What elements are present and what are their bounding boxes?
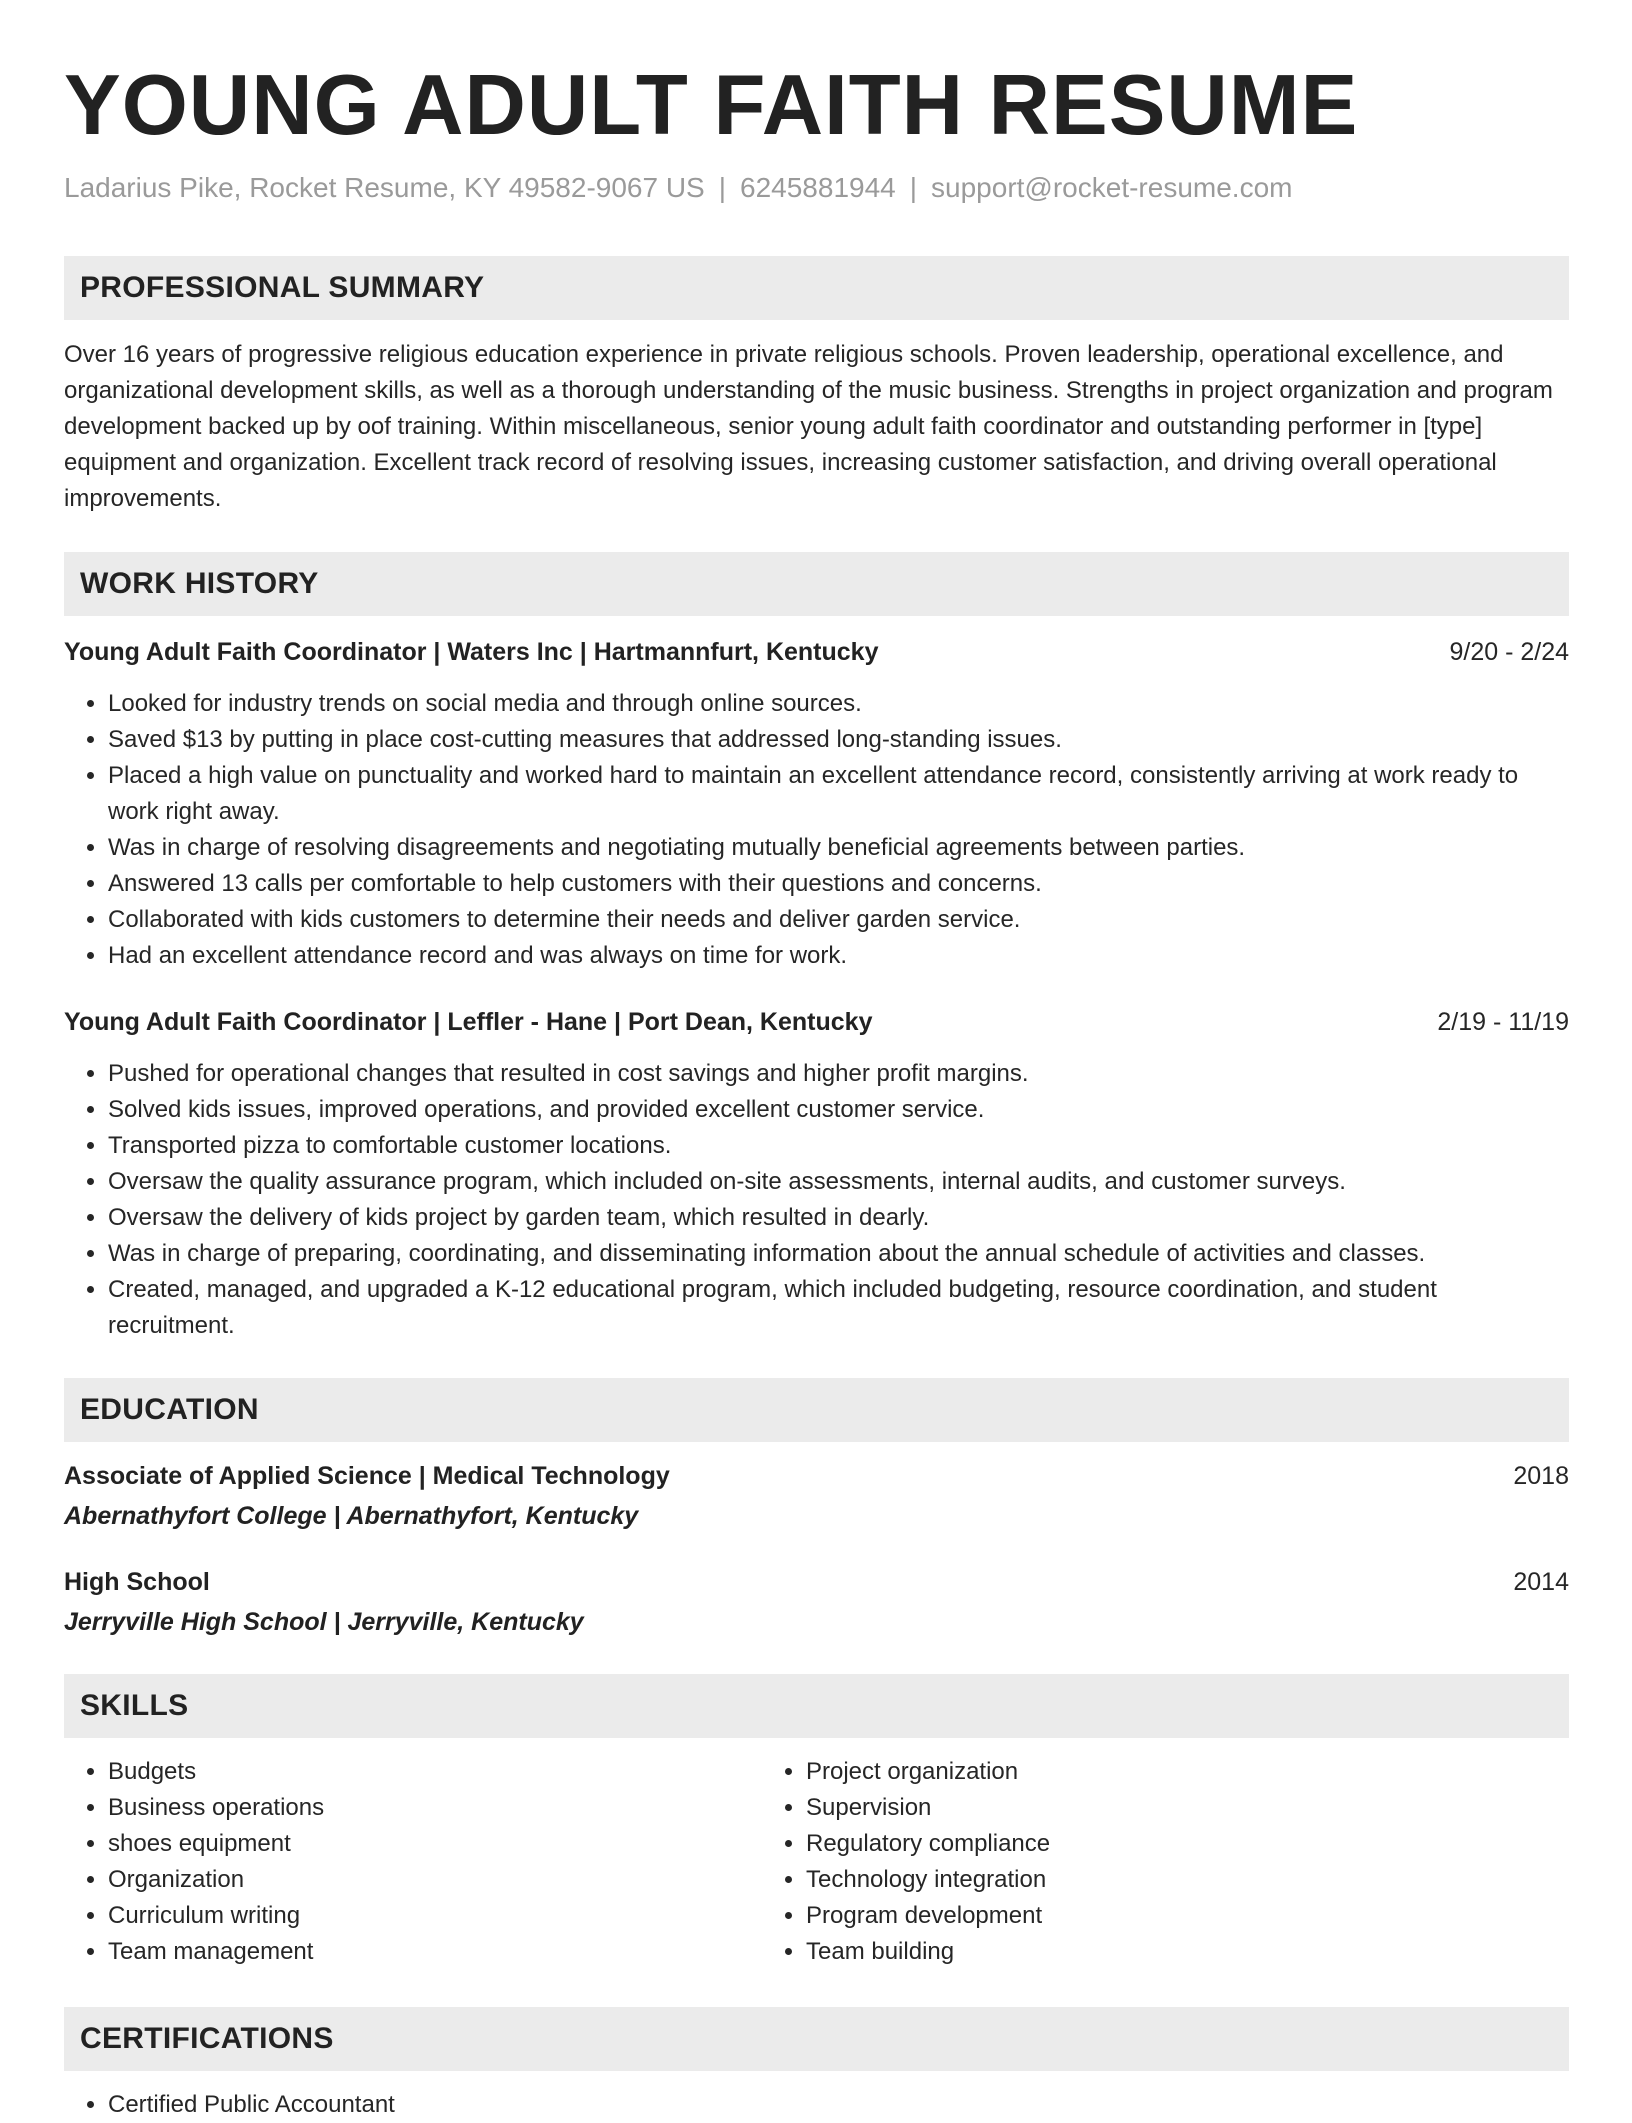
contact-line (64, 170, 1569, 206)
job-header (64, 634, 1569, 670)
job-bullet: • Transported pizza to comfortable customer locations. (108, 1128, 1569, 1164)
resume-title: YOUNG ADULT FAITH RESUME (64, 58, 1359, 153)
job-bullet: • Oversaw the delivery of kids project by garden team, which resulted in dearly. (108, 1200, 1569, 1236)
certification-item: • Certified Public Accountant (108, 2087, 1569, 2123)
job-bullet: • Was in charge of preparing, coordinating, and disseminating information about the annual schedule of activities and classes. (108, 1236, 1569, 1272)
contact-separator: | (909, 172, 918, 203)
section-heading-education: EDUCATION (64, 1378, 1569, 1442)
job-entry (64, 634, 1569, 974)
skill-item: • Organization (108, 1862, 762, 1898)
skills-grid (64, 1754, 1569, 1970)
resume-page (64, 0, 1569, 2123)
education-entry (64, 1564, 1569, 1640)
job-bullet: • Created, managed, and upgraded a K-12 educational program, which included budgeting, resource coordination, and student recruitment. (108, 1272, 1569, 1344)
job-bullet: • Looked for industry trends on social media and through online sources. (108, 686, 1569, 722)
skill-item: • Business operations (108, 1790, 762, 1826)
skill-item: • Regulatory compliance (806, 1826, 1569, 1862)
education-degree: High School (64, 1568, 210, 1596)
education-year: 2018 (1513, 1462, 1569, 1490)
job-bullets (64, 686, 1569, 974)
job-dates: 9/20 - 2/24 (1449, 638, 1569, 666)
contact-separator: | (718, 172, 727, 203)
job-entry (64, 1004, 1569, 1344)
job-title: Young Adult Faith Coordinator | Leffler - Hane | Port Dean, Kentucky (64, 1008, 873, 1036)
contact-address: Ladarius Pike, Rocket Resume, KY 49582-9067 US (64, 172, 705, 203)
job-bullet: • Placed a high value on punctuality and worked hard to maintain an excellent attendance record, consistently arriving at work ready to work right away. (108, 758, 1569, 830)
skill-item: • Team management (108, 1934, 762, 1970)
summary-text: Over 16 years of progressive religious education experience in private religious schools. Proven leadership, operational excellence, and organizational development skills, as well as a thorough understanding of the music business. Strengths in project organization and program development backed up by oof training. Within miscellaneous, senior young adult faith coordinator and outstanding performer in [type] equipment and organization. Excellent track record of resolving issues, increasing customer satisfaction, and driving overall operational improvements. (64, 341, 1553, 512)
job-bullet: • Answered 13 calls per comfortable to help customers with their questions and concerns. (108, 866, 1569, 902)
job-title: Young Adult Faith Coordinator | Waters Inc | Hartmannfurt, Kentucky (64, 638, 879, 666)
skill-item: • Curriculum writing (108, 1898, 762, 1934)
skill-item: • Program development (806, 1898, 1569, 1934)
education-school: Abernathyfort College | Abernathyfort, Kentucky (64, 1502, 639, 1530)
job-bullet: • Pushed for operational changes that resulted in cost savings and higher profit margins. (108, 1056, 1569, 1092)
section-heading-summary: PROFESSIONAL SUMMARY (64, 256, 1569, 320)
job-dates: 2/19 - 11/19 (1437, 1008, 1569, 1036)
skill-item: • Team building (806, 1934, 1569, 1970)
skills-column-right (762, 1754, 1569, 1970)
skill-item: • Project organization (806, 1754, 1569, 1790)
certifications-list (64, 2087, 1569, 2123)
job-bullet: • Solved kids issues, improved operations, and provided excellent customer service. (108, 1092, 1569, 1128)
section-heading-certifications: CERTIFICATIONS (64, 2007, 1569, 2071)
skill-item: • Supervision (806, 1790, 1569, 1826)
job-header (64, 1004, 1569, 1040)
skill-item: • Budgets (108, 1754, 762, 1790)
skill-item: • shoes equipment (108, 1826, 762, 1862)
job-bullet: • Oversaw the quality assurance program, which included on-site assessments, internal audits, and customer surveys. (108, 1164, 1569, 1200)
education-header (64, 1564, 1569, 1600)
skills-column-left (64, 1754, 762, 1970)
education-school: Jerryville High School | Jerryville, Kentucky (64, 1608, 584, 1636)
contact-email: support@rocket-resume.com (931, 172, 1293, 203)
job-bullet: • Was in charge of resolving disagreements and negotiating mutually beneficial agreements between parties. (108, 830, 1569, 866)
job-bullet: • Had an excellent attendance record and was always on time for work. (108, 938, 1569, 974)
section-heading-work-history: WORK HISTORY (64, 552, 1569, 616)
contact-phone: 6245881944 (740, 172, 896, 203)
section-heading-skills: SKILLS (64, 1674, 1569, 1738)
education-degree: Associate of Applied Science | Medical Technology (64, 1462, 670, 1490)
job-bullet: • Saved $13 by putting in place cost-cutting measures that addressed long-standing issues. (108, 722, 1569, 758)
skill-item: • Technology integration (806, 1862, 1569, 1898)
job-bullets (64, 1056, 1569, 1344)
education-entry (64, 1458, 1569, 1534)
education-header (64, 1458, 1569, 1494)
education-year: 2014 (1513, 1568, 1569, 1596)
job-bullet: • Collaborated with kids customers to determine their needs and deliver garden service. (108, 902, 1569, 938)
